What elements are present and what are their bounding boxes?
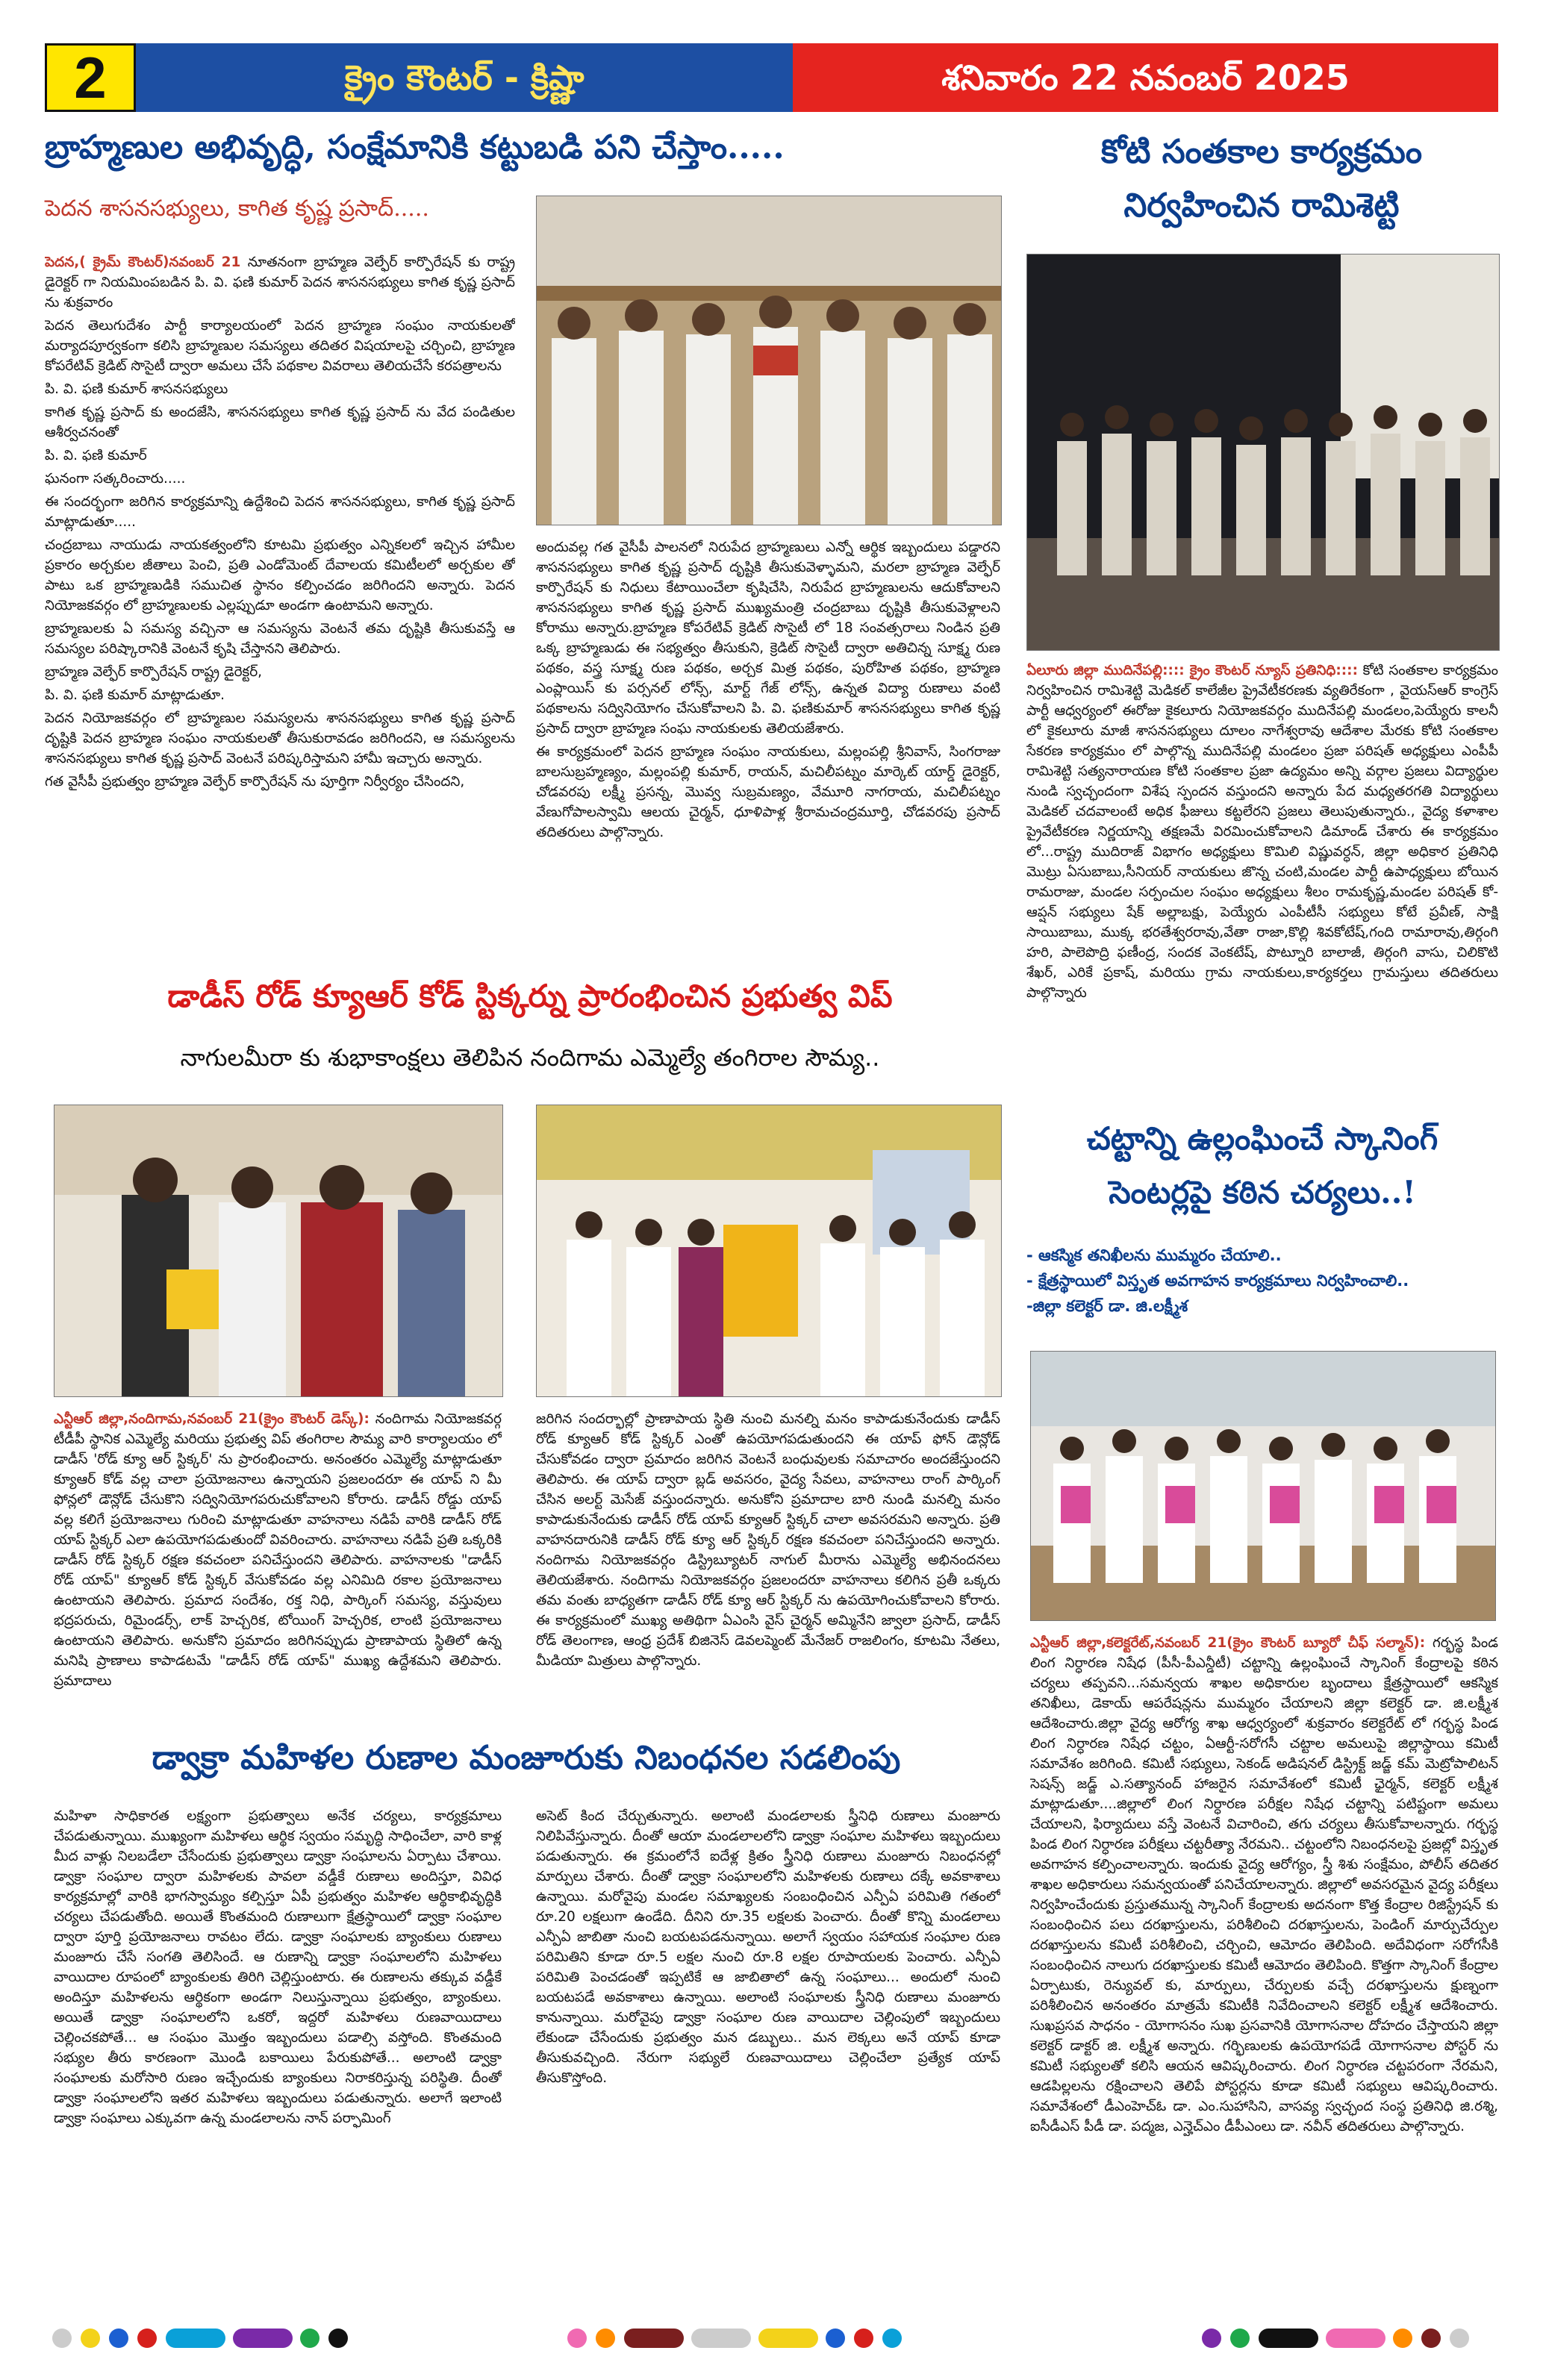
color-bar (691, 2329, 751, 2348)
color-dot (81, 2329, 100, 2348)
footer-color-bar (0, 2329, 1543, 2358)
color-dot (826, 2329, 845, 2348)
article1-para: చంద్రబాబు నాయుడు నాయకత్వంలోని కూటమి ప్రభుత్వం ఎన్నికలలో ఇచ్చిన హామీల ప్రకారం అర్చకుల జీతాలు పెంచి, ప్రతి ఎండోమెంట్ దేవాలయ కమిటీలలో అర్చకుల తో పాటు ఒక బ్రాహ్మణుడికి సముచిత స్థానం కల్పించడం జరిగిందని అన్నారు. పెదన నియోజకవర్గం లో బ్రాహ్మణులకు ఎల్లప్పుడూ అండగా ఉంటామని అన్నారు. (45, 537, 515, 613)
article2-body (1026, 660, 1498, 1101)
article1-para: గత వైసీపీ ప్రభుత్వం బ్రాహ్మణ వెల్ఫేర్ కార్పొరేషన్ ను పూర్తిగా నిర్వీర్యం చేసిందని, (45, 774, 465, 790)
article4-body (1030, 1633, 1498, 2290)
article2-headline (1023, 125, 1500, 233)
article2-photo (1026, 254, 1500, 651)
article1-para: పి. వి. ఫణి కుమార్ శాసనసభ్యులు (45, 381, 228, 397)
article2-headline-line2: నిర్వహించిన రామిశెట్టి (1123, 187, 1400, 225)
article5-para: అసెట్ కింద చేర్చుతున్నారు. అలాంటి మండలాలకు స్త్రీనిధి రుణాలు మంజూరు నిలిపివేస్తున్నారు. దీంతో ఆయా మండలాలలోని డ్వాక్రా సంఘాల మహిళలు ఇబ్బందులు పడుతున్నారు. ఈ క్రమంలోనే ఐదేళ్ల క్రితం స్త్రీనిధి రుణాలు మంజూరు నిబంధనల్లో మార్పులు చేశారు. దీంతో డ్వాక్రా సంఘాలలోని మహిళలకు రుణాలు దక్కే అవకాశాలు ఉన్నాయి. మరోవైపు మండల సమాఖ్యలకు సంబంధించిన ఎన్పీఏ పరిమితి గతంలో రూ.20 లక్షలుగా ఉండేది. దీనిని రూ.35 లక్షలకు పెంచారు. దీంతో కొన్ని మండలాలు ఎన్పీఏ జాబితా నుంచి బయటపడనున్నాయి. అలాగే స్వయం సహాయక సంఘాల రుణ పరిమితిని కూడా రూ.5 లక్షల నుంచి రూ.8 లక్షల రూపాయలకు పెంచారు. ఎన్పీఏ పరిమితి పెంచడంతో ఇప్పటికే ఆ జాబితాలో ఉన్న సంఘాలు... అందులో నుంచి బయటపడే అవకాశాలు ఉన్నాయి. అలాంటి సంఘాలకు స్త్రీనిధి రుణాలు మంజూరు కానున్నాయి. మరోవైపు డ్వాక్రా సంఘాల రుణ వాయిదాల చెల్లింపులో ఇబ్బందులు లేకుండా చేసేందుకు ప్రభుత్వం మన డబ్బులు.. మన లెక్కలు అనే యాప్ కూడా తీసుకువచ్చింది. నేరుగా సభ్యులే రుణవాయిదాలు చెల్లించేలా ప్రత్యేక యాప్ తీసుకొస్తోంది. (536, 1808, 1000, 2086)
article1-para: పి. వి. ఫణి కుమార్ (45, 448, 147, 463)
article2-headline-line1: కోటి సంతకాల కార్యక్రమం (1100, 133, 1423, 171)
color-dot (1450, 2329, 1469, 2348)
article1-para: ఈ కార్యక్రమంలో పెదన బ్రాహ్మణ సంఘం నాయకులు, మల్లంపల్లి శ్రీనివాస్, సింగరాజు బాలసుబ్రహ్మణ్యం, మల్లంపల్లి కుమార్, రాయన్, మచిలీపట్నం మార్కెట్ యార్డ్ డైరెక్టర్, చోడవరపు లక్ష్మీ ప్రసన్న, మొవ్వ సుబ్రమణ్యం, వేమూరి నాగరాయ, మచిలీపట్నం వేణుగోపాలస్వామి ఆలయ చైర్మన్, ధూళిపాళ్ల శ్రీరామచంద్రమూర్తి, చోడవరపు ప్రసాద్ తదితరులు పాల్గొన్నారు. (536, 744, 1000, 840)
article3-dateline: ఎన్టీఆర్ జిల్లా,నందిగామ,నవంబర్ 21(క్రైం కౌంటర్ డెస్క్): (54, 1411, 370, 1427)
article1-para: బ్రాహ్మణులకు ఏ సమస్య వచ్చినా ఆ సమస్యను వెంటనే తమ దృష్టికి తీసుకువస్తే ఆ సమస్యల పరిష్కారానికి వెంటనే కృషి చేస్తానని తెలిపారు. (45, 621, 515, 657)
color-bar (1326, 2329, 1385, 2348)
article4-dateline: ఎన్టీఆర్ జిల్లా,కలెక్టరేట్,నవంబర్ 21(క్రైం కౌంటర్ బ్యూరో చీఫ్ సల్మాన్): (1030, 1635, 1426, 1651)
article1-col2 (536, 537, 1000, 970)
article3-photo-right (536, 1105, 1002, 1397)
color-dot (567, 2329, 587, 2348)
article1-photo (536, 196, 1002, 525)
article1-para: అందువల్ల గత వైసీపీ పాలనలో నిరుపేద బ్రాహ్మణులు ఎన్నో ఆర్థిక ఇబ్బందులు పడ్డారని శాసనసభ్యులు కాగిత కృష్ణ ప్రసాద్ దృష్టికి తీసుకువెళ్ళామని, మరలా బ్రాహ్మణ వెల్ఫేర్ కార్పొరేషన్ కు నిధులు కేటాయించేలా కృషిచేసి, నిరుపేద బ్రాహ్మణులను ఆదుకోవాలని శాసనసభ్యులు కాగిత కృష్ణ ప్రసాద్ ముఖ్యమంత్రి చంద్రబాబు దృష్టికి తీసుకువెళ్లాలని కోరాము అన్నారు.బ్రాహ్మణ కోపరేటివ్ క్రెడిట్ సొసైటీ లో 18 సంవత్సరాలు నిండిన ప్రతి ఒక్క బ్రాహ్మణుడు ఈ సభ్యత్వం తీసుకుని, క్రెడిట్ సొసైటీ ద్వారా అతిచిన్న సూక్ష్మ రుణ పథకం, వస్త్ర సూక్ష్మ రుణ పథకం, అర్చక మిత్ర పథకం, పురోహిత పథకం, బ్రాహ్మణ ఎంప్లాయిస్ కు పర్సనల్ లోన్స్, మార్ట్ గేజ్ లోన్స్, ఉన్నత విద్యా రుణాలు వంటి పథకాలను సద్వినియోగం చేసుకోవాలని పి. వి. ఫణికుమార్ శాసనసభ్యులు కాగిత కృష్ణ ప్రసాద్ ద్వారా బ్రాహ్మణ సంఘ నాయకులకు తెలియజేశారు. (536, 540, 1000, 737)
article5-col2 (536, 1806, 1000, 2291)
article1-para: పెదన నియోజకవర్గం లో బ్రాహ్మణుల సమస్యలను శాసనసభ్యులు కాగిత కృష్ణ ప్రసాద్ దృష్టికి పెదన బ్రాహ్మణ సంఘం నాయకులతో తీసుకురావడం జరిగిందని, ఆ సమస్యలను శాసనసభ్యులు కాగిత కృష్ణ ప్రసాద్ వెంటనే పరిష్కరిస్తామని హామీ ఇచ్చారు అన్నారు. (45, 710, 515, 766)
article4-headline (1026, 1112, 1498, 1219)
article2-dateline: ఏలూరు జిల్లా ముదినేపల్లి:::: క్రైం కౌంటర్ న్యూస్ ప్రతినిధి:::: (1026, 663, 1358, 678)
color-dot (596, 2329, 615, 2348)
issue-date: శనివారం 22 నవంబర్ 2025 (793, 43, 1498, 112)
article4-para: గర్భస్థ పిండ లింగ నిర్ధారణ నిషేధ (పీసీ-పీఎన్డీటీ) చట్టాన్ని ఉల్లంఘించే స్కానింగ్ కేంద్రాలపై కఠిన చర్యలు తప్పవని...సమన్వయ శాఖల అధికారుల బృందాలు క్షేత్రస్థాయిలో ఆకస్మిక తనిఖీలు, డెకాయ్ ఆపరేషన్లను ముమ్మరం చేయాలని జిల్లా కలెక్టర్ డా. జి.లక్ష్మీశ ఆదేశించారు.జిల్లా వైద్య ఆరోగ్య శాఖ ఆధ్వర్యంలో శుక్రవారం కలెక్టరేట్ లో గర్భస్థ పిండ లింగ నిర్ధారణ నిషేధ చట్టం, ఏఆర్టీ-సరోగసీ చట్టాల అమలుపై జిల్లాస్థాయి కమిటీ సమావేశం జరిగింది. కమిటీ సభ్యులు, సెకండ్ అడిషనల్ డిస్ట్రిక్ట్ జడ్జ్ కమ్ మెట్రోపాలిటన్ సెషన్స్ జడ్జ్ ఎ.సత్యానంద్ హాజరైన సమావేశంలో కమిటీ ఛైర్మన్, కలెక్టర్ లక్ష్మీశ మాట్లాడుతూ....జిల్లాలో లింగ నిర్ధారణ పరీక్షల నిషేధ చట్టాన్ని పటిష్టంగా అమలు చేయాలని, ఫిర్యాదులు వస్తే వెంటనే విచారించి, తగు చర్యలు తీసుకోవాలన్నారు. గర్భస్థ పిండ లింగ నిర్ధారణ పరీక్షలు చట్టరీత్యా నేరమని.. చట్టంలోని నిబంధనలపై ప్రజల్లో విస్తృత అవగాహన కల్పించాలన్నారు. ఇందుకు వైద్య ఆరోగ్యం, స్త్రీ శిశు సంక్షేమం, పోలీస్ తదితర శాఖల అధికారులు సమన్వయంతో పనిచేయాలన్నారు. జిల్లాలో అవసరమైన వైద్య పరీక్షలు నిర్వహించేందుకు ప్రస్తుతమున్న స్కానింగ్ కేంద్రాలకు అదనంగా కొత్త కేంద్రాల రిజిస్ట్రేషన్ కు సంబంధించిన పలు దరఖాస్తులను, పరిశీలించి దరఖాస్తులను, పెండింగ్ మార్పుచేర్పుల దరఖాస్తులను కమిటీ పరిశీలించి, చర్చించి, ఆమోదం తెలిపింది. అదేవిధంగా సరోగసీకి సంబంధించిన నాలుగు దరఖాస్తులకు కమిటీ ఆమోదం తెలిపింది. కొత్తగా స్కానింగ్ కేంద్రాల ఏర్పాటుకు, రెన్యువల్ కు, మార్పులు, చేర్పులకు వచ్చే దరఖాస్తులను క్షుణ్నంగా పరిశీలించిన అనంతరం మాత్రమే కమిటీకి నివేదించాలని కలెక్టర్ లక్ష్మీశ ఆదేశించారు. సుఖప్రసవ సాధనం - యోగాసనం సుఖ ప్రసవానికి యోగాసనాల దోహదం చేస్తాయని జిల్లా కలెక్టర్ డాక్టర్ జి. లక్ష్మీశ అన్నారు. గర్భిణులకు ఉపయోగపడే యోగాసనాల పోస్టర్ ను కమిటీ సభ్యులతో కలిసి ఆయన ఆవిష్కరించారు. లింగ నిర్ధారణ చట్టపరంగా నేరమని, ఆడపిల్లలను రక్షించాలని తెలిపే పోస్టర్లను కూడా కమిటీ సభ్యులు ఆవిష్కరించారు. సమావేశంలో డీఎంహెచ్ఓ డా. ఎం.సుహాసిని, వాసవ్య స్వచ్ఛంద సంస్థ ప్రతినిధి జి.రశ్మి, ఐసీడీఎస్ పీడీ డా. పద్మజ, ఎన్హెచ్ఎం డీపీఎంలు డా. నవీన్ తదితరులు పాల్గొన్నారు. (1030, 1635, 1498, 2134)
color-dot (882, 2329, 902, 2348)
article3-para: జరిగిన సందర్భాల్లో ప్రాణాపాయ స్థితి నుంచి మనల్ని మనం కాపాడుకునేందుకు డాడీస్ రోడ్ క్యూఆర్ కోడ్ స్టిక్కర్ ఎంతో ఉపయోగపడుతుందని ఈ యాప్ ఫోన్ డౌన్లోడ్ చేసుకోవడం ద్వారా ప్రమాదం జరిగిన వెంటనే బంధువులకు సమాచారం అందజేస్తుందని తెలిపారు. ఈ యాప్ ద్వారా బ్లడ్ అవసరం, వైద్య సేవలు, వాహనాలు రాంగ్ పార్కింగ్ చేసిన అలర్ట్ మెసేజ్ వస్తుందన్నారు. అనుకోని ప్రమాదాల బారి నుండి మనల్ని మనం కాపాడుకునేందుకు డాడీస్ రోడ్ యాప్ క్యూఆర్ స్టిక్కర్ చాలా అవసరమని అన్నారు. ప్రతి వాహనదారునికి డాడీస్ రోడ్ క్యూ ఆర్ స్టిక్కర్ రక్షణ కవచంలా పనిచేస్తుందని అన్నారు. నందిగామ నియోజకవర్గం డిస్ట్రిబ్యూటర్ నాగుల్ మీరాను ఎమ్మెల్యే అభినందనలు తెలియజేశారు. నందిగామ నియోజకవర్గం ప్రజలందరూ వాహనాలు కలిగిన ప్రతీ ఒక్కరు తమ వంతు బాధ్యతగా డాడీస్ రోడ్ క్యూ ఆర్ స్టిక్కర్ ను ఉపయోగించుకోవాలని కోరారు. ఈ కార్యక్రమంలో ముఖ్య అతిథిగా ఏఎంసి వైస్ చైర్మన్ అమ్మినేని జ్వాలా ప్రసాద్, డాడీస్ రోడ్ తెలంగాణ, ఆంధ్ర ప్రదేశ్ బిజినెస్ డెవలప్మెంట్ మేనేజర్ రాజలింగం, కూటమి నేతలు, మీడియా మిత్రులు పాల్గొన్నారు. (536, 1411, 1000, 1669)
color-dot (854, 2329, 873, 2348)
article3-subhead: నాగులమీరా కు శుభాకాంక్షలు తెలిపిన నందిగామ ఎమ్మెల్యే తంగిరాల సౌమ్య.. (180, 1043, 880, 1072)
article4-bullets (1026, 1243, 1498, 1319)
article4-photo (1030, 1351, 1496, 1621)
color-dot (137, 2329, 157, 2348)
article3-col1 (54, 1409, 502, 1722)
color-dot (1202, 2329, 1221, 2348)
article1-para: నూతనంగా బ్రాహ్మణ వెల్ఫేర్ కార్పొరేషన్ కు రాష్ట్ర డైరెక్టర్ గా నియమింపబడిన పి. వి. ఫణి కుమార్ పెదన శాసనసభ్యులు కాగిత కృష్ణ ప్రసాద్ ను శుక్రవారం (45, 254, 515, 310)
color-dot (300, 2329, 319, 2348)
article1-col1 (45, 252, 515, 946)
color-dot (109, 2329, 128, 2348)
color-dot (52, 2329, 72, 2348)
article1-para: పెదన తెలుగుదేశం పార్టీ కార్యాలయంలో పెదన బ్రాహ్మణ సంఘం నాయకులతో మర్యాదపూర్వకంగా కలిసి బ్రాహ్మణుల సమస్యలు తదితర విషయాలపై చర్చించి, బ్రాహ్మణ కోపరేటివ్ క్రెడిట్ సొసైటీ ద్వారా అమలు చేసే పథకాల వివరాలు తెలియచేసే కరపత్రాలను (45, 318, 515, 374)
article4-bullet: -జిల్లా కలెక్టర్ డా. జి.లక్ష్మీశ (1026, 1297, 1188, 1315)
article5-col1 (54, 1806, 502, 2291)
article4-bullet: - క్షేత్రస్థాయిలో విస్తృత అవగాహన కార్యక్రమాలు నిర్వహించాలి.. (1026, 1272, 1409, 1290)
article1-subhead: పెదన శాసనసభ్యులు, కాగిత కృష్ణ ప్రసాద్..... (45, 196, 429, 222)
color-bar (624, 2329, 684, 2348)
article1-dateline: పెదన,( క్రైమ్ కౌంటర్)నవంబర్ 21 (45, 254, 241, 270)
color-bar (166, 2329, 225, 2348)
article3-photo-left (54, 1105, 503, 1397)
color-dot (1393, 2329, 1412, 2348)
article4-headline-line2: సెంటర్లపై కఠిన చర్యలు..! (1109, 1174, 1416, 1211)
article1-para: ఈ సందర్భంగా జరిగిన కార్యక్రమాన్ని ఉద్దేశించి పెదన శాసనసభ్యులు, కాగిత కృష్ణ ప్రసాద్ మాట్లాడుతూ..... (45, 494, 515, 530)
color-bar (233, 2329, 293, 2348)
article1-para: ఘనంగా సత్కరించారు..... (45, 471, 186, 487)
article3-para: నందిగామ నియోజకవర్గ టీడీపీ స్థానిక ఎమ్మెల్యే మరియు ప్రభుత్వ విప్ తంగిరాల సౌమ్య వారి కార్యాలయం లో డాడీస్ 'రోడ్ క్యూ ఆర్ స్టిక్కర్' ను ప్రారంభించారు. అనంతరం ఎమ్మెల్యే మాట్లాడుతూ క్యూఆర్ కోడ్ వల్ల చాలా ప్రయోజనాలు ఉన్నాయని ప్రజలందరూ ఈ యాప్ ని మీ ఫోన్లలో డౌన్లోడ్ చేసుకొని సద్వినియోగపరుచుకోవాలని కోరారు. డాడీస్ రోడ్డు యాప్ వల్ల కలిగే ప్రయోజనాలు గురించి మాట్లాడుతూ వాహనాలు నడిపే వారికి డాడీస్ రోడ్ యాప్ స్టిక్కర్ ఎలా ఉపయోగపడుతుందో వివరించారు. వాహనాలు నడిపే ప్రతి ఒక్కరికి డాడీస్ రోడ్ స్టిక్కర్ రక్షణ కవచంలా పనిచేస్తుందని తెలిపారు. వాహనాలకు "డాడీస్ రోడ్ యాప్" క్యూఆర్ కోడ్ స్టిక్కర్ వేసుకోవడం వల్ల ఎనిమిది రకాల ప్రయోజనాలు ఉంటాయని తెలిపారు. ప్రమాద సందేశం, రక్త నిధి, పార్కింగ్ సమస్య, వస్తువులు భద్రపరుచు, రిమైండర్స్, లాక్ హెచ్చరిక, టోయింగ్ హెచ్చరిక, లాంటి ప్రయోజనాలు ఉంటాయని తెలిపారు. అనుకోని ప్రమాదం జరిగినప్పుడు ప్రాణాపాయ స్థితిలో ఉన్న మనిషి ప్రాణాలు కాపాడటమే "డాడీస్ రోడ్ యాప్" ముఖ్య ఉద్దేశమని తెలిపారు. ప్రమాదాలు (54, 1411, 502, 1689)
article2-para: కోటి సంతకాల కార్యక్రమం నిర్వహించిన రామిశెట్టి మెడికల్ కాలేజీల ప్రైవేటీకరణకు వ్యతిరేకంగా , వైయస్ఆర్ కాంగ్రెస్ పార్టీ ఆధ్వర్యంలో ఈరోజు కైకలూరు నియోజకవర్గం ముదినేపల్లి మండలం,పెయ్యేరు కాలనీ లో కైకలూరు మాజీ శాసనసభ్యులు దూలం నాగేశ్వరావు ఆదేశాల మేరకు కోటి సంతకాల సేకరణ కార్యక్రమం లో పాల్గొన్న ముదినేపల్లి మండలం ప్రజా పరిషత్ అధ్యక్షులు ఎంపీపీ రామిశెట్టి సత్యనారాయణ కోటి సంతకాల ప్రజా ఉద్యమం అన్ని వర్గాల ప్రజలు విద్యార్థుల నుండి స్వచ్ఛందంగా విశేష స్పందన వస్తుందని అన్నారు పేద మధ్యతరగతి విద్యార్థులు మెడికల్ చదవాలంటే అధిక ఫీజులు కట్టలేరని ప్రజలు తెలుపుతున్నారు., వైద్య కళాశాల ప్రైవేటీకరణ నిర్ణయాన్ని తక్షణమే విరమించుకోవాలని డిమాండ్ చేశారు ఈ కార్యక్రమం లో...రాష్ట్ర ముదిరాజ్ విభాగం అధ్యక్షులు కొమిలి విష్ణువర్ధన్, జిల్లా అధికార ప్రతినిధి మొట్రు ఏసుబాబు,సీనియర్ నాయకులు జొన్న చంటి,మండల పార్టీ ఉపాధ్యక్షులు బోయిన రామరాజు, మండల సర్పంచుల సంఘం అధ్యక్షులు శీలం రామకృష్ణ,మండల పరిషత్ కో-ఆప్షన్ సభ్యులు షేక్ అల్లాబక్షు, పెయ్యేరు ఎంపీటీసీ సభ్యులు కోటే ప్రవీణ్, సాక్షి సాయిబాబు, ముక్క భరతేశ్వరరావు,వేతా రాజా,కొల్లి శివకోటేష్,గంది రామారావు,తిర్గంగి హరి, పాలెపొద్రి ఫణీంద్ర, సందక వెంకటేష్, పొట్నూరి బాలాజీ, తిర్గంగి వాసు, చిలికొటి శేఖర్, ఎరికే ప్రకాష్, మరియు గ్రామ నాయకులు,కార్యకర్తలు గ్రామస్తులు తదితరులు పాల్గొన్నారు (1026, 663, 1498, 1001)
color-dot (1230, 2329, 1250, 2348)
article1-headline: బ్రాహ్మణుల అభివృద్ధి, సంక్షేమానికి కట్టుబడి పని చేస్తాం..... (45, 128, 785, 166)
page-number: 2 (45, 43, 136, 112)
color-bar (758, 2329, 818, 2348)
article4-headline-line1: చట్టాన్ని ఉల్లంఘించే స్కానింగ్ (1086, 1120, 1438, 1157)
color-bar (1259, 2329, 1318, 2348)
article5-para: మహిళా సాధికారత లక్ష్యంగా ప్రభుత్వాలు అనేక చర్యలు, కార్యక్రమాలు చేపడుతున్నాయి. ముఖ్యంగా మహిళలు ఆర్థిక స్వయం సమృద్ధి సాధించేలా, వారి కాళ్ల మీద వాళ్లు నిలబడేలా చేసేందుకు ప్రభుత్వాలు డ్వాక్రా సంఘాలను ఏర్పాటు చేశాయి. డ్వాక్రా సంఘాల ద్వారా మహిళలకు పావలా వడ్డీకే రుణాలు అందిస్తూ, వివిధ కార్యక్రమాల్లో వారికి భాగస్వామ్యం కల్పిస్తూ ఏపీ ప్రభుత్వం మహిళల ఆర్థికాభివృద్ధికి చర్యలు చేపడుతోంది. అయితే కొంతమంది రుణాలుగా క్షేత్రస్థాయిలో డ్వాక్రా సంఘాల ద్వారా పూర్తి ప్రయోజనాలు రావటం లేదు. డ్వాక్రా సంఘాలకు బ్యాంకులు రుణాలు మంజూరు చేసే సంగతి తెలిసిందే. ఆ రుణాన్ని డ్వాక్రా సంఘాలలోని మహిళలు వాయిదాల రూపంలో బ్యాంకులకు తిరిగి చెల్లిస్తుంటారు. ఈ రుణాలను తక్కువ వడ్డీకే అందిస్తూ మహిళలను ఆర్థికంగా అండగా నిలుస్తున్నాయి ప్రభుత్వం, బ్యాంకులు. అయితే డ్వాక్రా సంఘాలలోని ఒకరో, ఇద్దరో మహిళలు రుణవాయిదాలు చెల్లించకపోతే... ఆ సంఘం మొత్తం ఇబ్బందులు పడాల్సి వస్తోంది. కొంతమంది సభ్యుల తీరు కారణంగా మొండి బకాయిలు పేరుకుపోతే... అలాంటి డ్వాక్రా సంఘాలకు మరోసారి రుణం ఇచ్చేందుకు బ్యాంకులు నిరాకరిస్తున్న పరిస్థితి. దీంతో డ్వాక్రా సంఘాలలోని ఇతర మహిళలు ఇబ్బందులు పడుతున్నారు. అలాగే ఇలాంటి డ్వాక్రా సంఘాలు ఎక్కువగా ఉన్న మండలాలను నాన్ పర్ఫామింగ్ (54, 1808, 502, 2126)
color-dot (1421, 2329, 1441, 2348)
article3-col2 (536, 1409, 1000, 1722)
article1-para: కాగిత కృష్ణ ప్రసాద్ కు అందజేసి, శాసనసభ్యులు కాగిత కృష్ణ ప్రసాద్ ను వేద పండితుల ఆశీర్వచనంతో (45, 405, 515, 440)
article5-headline: డ్వాక్రా మహిళల రుణాల మంజూరుకు నిబంధనల సడలింపు (152, 1739, 901, 1777)
article3-headline: డాడీస్ రోడ్ క్యూఆర్ కోడ్ స్టిక్కర్ను ప్రారంభించిన ప్రభుత్వ విప్ (167, 978, 893, 1014)
article1-para: బ్రాహ్మణ వెల్ఫేర్ కార్పొరేషన్ రాష్ట్ర డైరెక్టర్, (45, 664, 263, 680)
color-dot (328, 2329, 348, 2348)
article4-bullet: - ఆకస్మిక తనిఖీలను ముమ్మరం చేయాలి.. (1026, 1246, 1282, 1264)
article1-para: పి. వి. ఫణి కుమార్ మాట్లాడుతూ. (45, 687, 225, 703)
masthead-title: క్రైం కౌంటర్ - క్రిష్ణా (136, 43, 793, 112)
